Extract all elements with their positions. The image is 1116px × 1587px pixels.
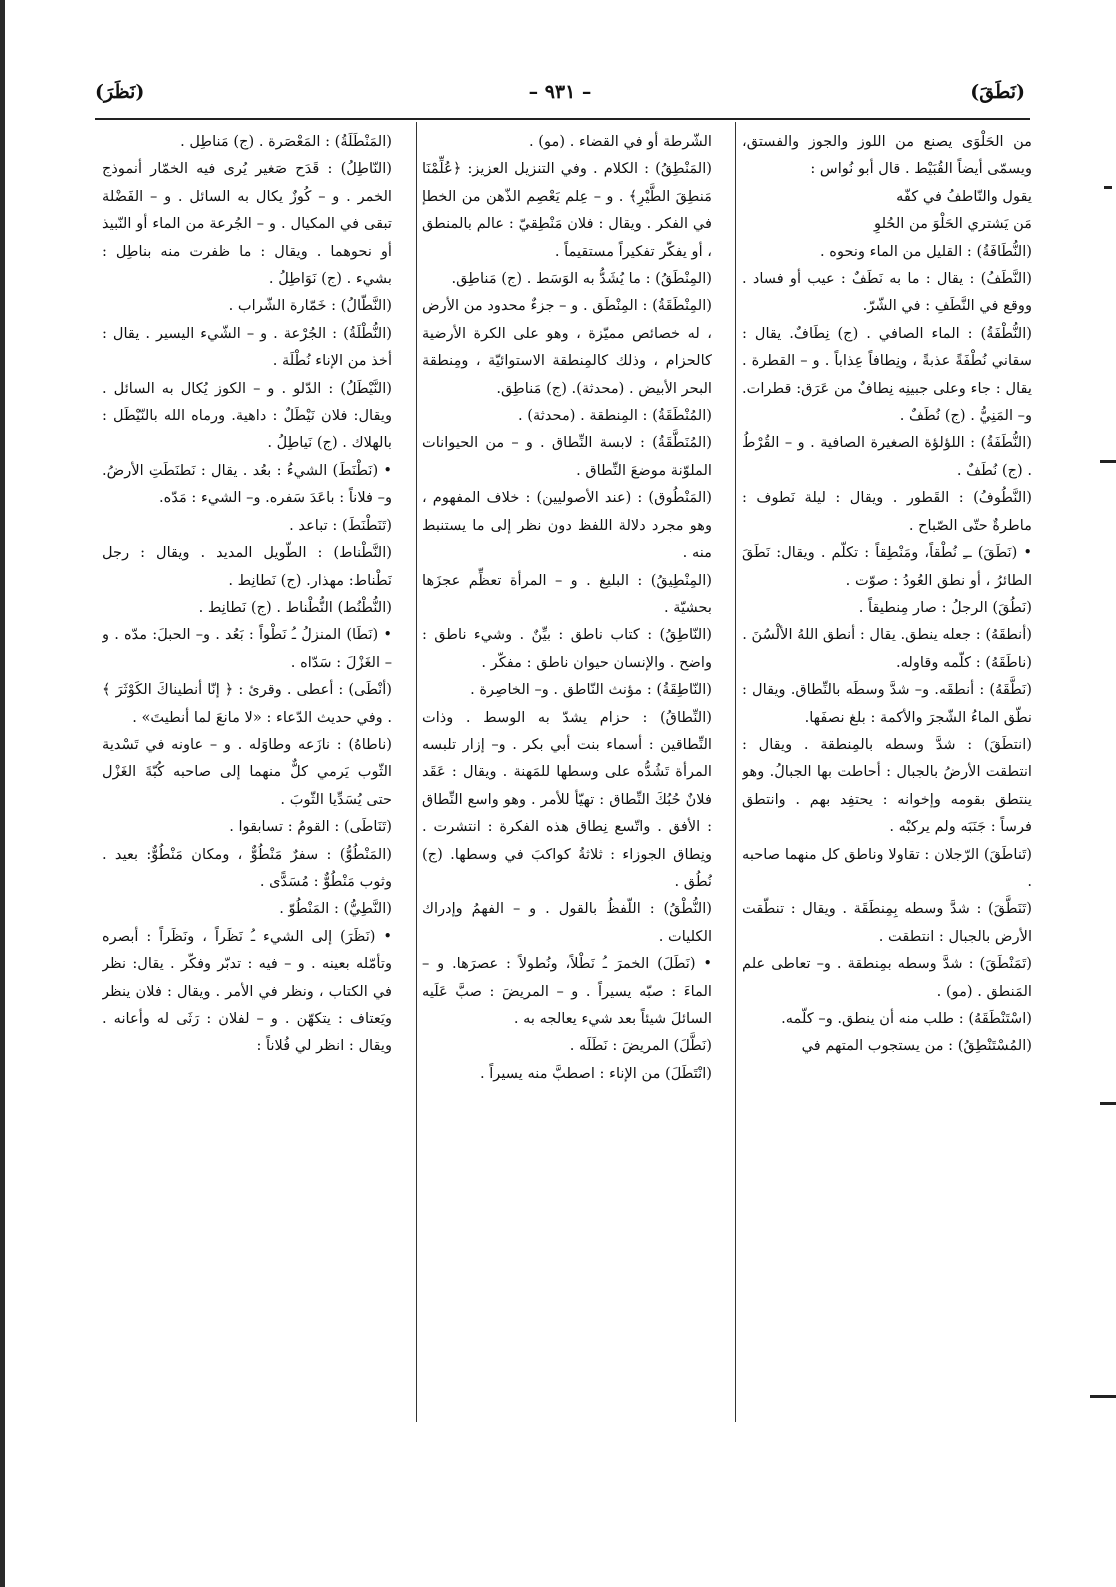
- dictionary-entry: (ناطاهُ) : نازَعه وطاوَله . و – عاونه في تَسْدية الثّوب يَرمي كلٌّ منهما إلى صاحبه كُبّةَ الغَزْل حتى يُسَدِّيا الثّوبَ .: [102, 735, 392, 808]
- dictionary-entry: (النّاطِقَةُ) : مؤنث النّاطق . و– الخاصِرة .: [470, 681, 712, 699]
- dictionary-entry: (المَنْطُوُّ) : سفرٌ مَنْطُوٌّ ، ومكان مَنْطُوٌّ: بعيد . وثوب مَنْطُوٌّ : مُسَدًّى .: [102, 845, 392, 890]
- dictionary-entry: (نَطَّلَ) المريضَ : نَطَلَه .: [569, 1037, 712, 1055]
- dictionary-entry: (النَّيْطَلُ) : الدّلو . و – الكوز يُكال به السائل . ويقال: فلان نَيْطَلٌ : داهية. ورماه الله بالنّيْطَل : بالهلاك . (ج) نَياطِلُ .: [102, 379, 392, 452]
- dictionary-entry: (النّاطِقُ) : كتاب ناطق : بيِّنٌ . وشيء ناطق : واضح . والإنسان حيوان ناطق : مفكّر .: [422, 626, 712, 671]
- dictionary-entry: (ناطَقَهُ) : كلّمه وقاوله.: [895, 653, 1032, 671]
- dictionary-entry: (النُّطَافَةُ) : القليل من الماء ونحوه .: [820, 242, 1032, 260]
- dictionary-entry: (تَمَنْطَقَ) : شدَّ وسطه بمِنطقة . و– تعاطى علم المَنطق . (مو) .: [742, 955, 1032, 1000]
- header-right-word: (نَطَقَ): [970, 81, 1025, 103]
- margin-mark: [1104, 186, 1112, 189]
- dictionary-entry: • (نَطَلَ) الخمرَ ـُ نَطْلاً، ونُطولاً : عصرَها. و – الماءَ : صبّه يسيراً . و – المريضَ : صبَّ عَلَيه السائلَ شيئاً بعد شيء يعالجه به .: [422, 955, 712, 1027]
- dictionary-entry: (النَّطِيُّ) : المَنْطُوّ .: [279, 900, 392, 918]
- dictionary-entry: (المُنْطَقَةُ) : المِنطقة . (محدثة) .: [518, 407, 712, 425]
- dictionary-entry: (انتطَقَ) : شدَّ وسطه بالمِنطقة . ويقال : انتطقت الأرضُ بالجبال : أحاطت بها الجبالُ. وهو ينتطق بقومه وإخوانه : يحتفِد بهم . وانتطق فرساً : جَنَبَه ولم يركبْه .: [742, 735, 1032, 836]
- margin-mark: [1100, 460, 1116, 463]
- dictionary-entry: (أنْطَى) : أعطى . وقرئ : ﴿ إنّا أنطيناكَ الكَوْثَرَ ﴾ . وفي حديث الدّعاء : «لا مانعَ لما أنطيتَ» .: [102, 681, 392, 726]
- dictionary-entry: (النَّطُوفُ) : القَطور . ويقال : ليلة نَطوف : ماطرةٌ حتّى الصّباح .: [742, 489, 1032, 534]
- dictionary-entry: الشّرطة أو في القضاء . (مو) .: [529, 133, 712, 150]
- dictionary-entry: (النّاطِلُ) : قَدَح صَغير يُرى فيه الخمّار أنموذج الخمر . و – كُوزٌ يكال به السائل . و – الفَضْلة تبقى في المكيال . و – الجُرعة من الماء أو النّبيذ أو نحوهما . ويقال : ما ظفرت منه بناطِل : بشيء . (ج) نَوَاطِلُ .: [102, 160, 392, 288]
- dictionary-entry: (النَّطْناط) : الطّويل المديد . ويقال : رجل نَطْناط: مهذار. (ج) نَطانِط .: [102, 544, 392, 589]
- column-left: [102, 128, 392, 1418]
- dictionary-entry: (تَناطَقَ) الرّجلان : تقاولا وناطق كل منهما صاحبه .: [742, 845, 1032, 890]
- header-left-word: (نَظَرَ): [95, 81, 145, 103]
- dictionary-entry: مَن يَشتري الحَلْوَ من الحُلوِ: [874, 215, 1032, 233]
- column-divider: [416, 122, 417, 1422]
- dictionary-entry: (انْتَطَلَ) من الإناء : اصطبَّ منه يسيراً .: [479, 1064, 712, 1082]
- dictionary-entry: (أنطقَهُ) : جعله ينطق. يقال : أنطق اللهُ الألْسُنَ .: [742, 626, 1032, 644]
- column-right: [742, 128, 1032, 1418]
- dictionary-entry: (النُّطْفَةُ) : الماء الصافي . (ج) نِطَافٌ. يقال : سقاني نُطْفَةً عذبةً ، ونِطافاً عِذاباً . و – القطرة . يقال : جاء وعلى جبينِه نِطافٌ من عَرَق: قطرات. و– المَنِيُّ . (ج) نُطَفٌ .: [742, 324, 1032, 425]
- dictionary-entry: (تَنَطْنَطَ) : تباعد .: [289, 516, 392, 534]
- margin-mark: [1100, 1102, 1116, 1105]
- dictionary-entry: من الحَلْوَى يصنع من اللوز والجوز والفستق، ويسمّى أيضاً القُبَيْط . قال أبو نُواس :: [742, 133, 1032, 178]
- dictionary-entry: (تَنَطَّقَ) : شدَّ وسطه بِمِنطَقَة . ويقال : تنطّقت الأرض بالجبال : انتطقت .: [742, 900, 1032, 945]
- dictionary-entry: (المِنْطَقَةُ) : المِنْطَق . و – جزءٌ محدود من الأرض ، له خصائص مميّزة ، وهو على الكرة الأرضية كالحزام ، وذلك كالمِنطقة الاستوائيّة ، ومِنطقة البحر الأبيض . (محدثة). (ج) مَناطِق.: [422, 297, 712, 397]
- dictionary-entry: (نَطُقَ) الرجلُ : صار مِنطيقاً .: [858, 598, 1032, 616]
- scan-edge: [0, 0, 5, 1587]
- header-rule: [95, 118, 1030, 120]
- dictionary-entry: (المُنَطَّقَةُ) : لابسة النِّطاق . و – من الحيوانات الملوّنة موضعَ النِّطاق .: [422, 434, 712, 479]
- dictionary-entry: (النَّطّالُ) : خَمّارة الشّراب .: [228, 297, 392, 315]
- dictionary-entry: (النُّطْقُ) : اللّفظُ بالقول . و – الفهمُ وإدراك الكليات .: [422, 900, 712, 945]
- dictionary-entry: (النُّطْلَةُ) : الجُرْعة . و – الشّيء اليسير . يقال : أخذ من الإناء نُطْلَة .: [102, 324, 392, 370]
- dictionary-entry: • (نَطَا) المنزلُ ـُ نَطْواً : بَعُد . و– الحبلَ: مدّه . و – الغَزْلَ : سَدّاه .: [102, 626, 392, 671]
- dictionary-entry: (النَّطَفُ) : يقال : ما به نَطَفٌ : عيب أو فساد . ووقع في النَّطَفِ : في الشّرّ.: [742, 270, 1032, 315]
- dictionary-entry: (المَنْطَلَةُ) : المَعْصَرة . (ج) مَناطِل .: [180, 133, 392, 150]
- dictionary-entry: (المِنْطَقُ) : ما يُشَدُّ به الوَسَط . (ج) مَناطِق.: [451, 270, 712, 288]
- page-header: [95, 78, 1025, 114]
- dictionary-entry: (المَنْطُوق) : (عند الأصوليين) : خلاف المفهوم ، وهو مجرد دلالة اللفظ دون نظر إلى ما يستنبط منه .: [422, 489, 712, 562]
- dictionary-entry: (النُّطَفَةُ) : اللؤلؤة الصغيرة الصافية . و – القُرْطُ . (ج) نُطَفٌ .: [742, 434, 1032, 479]
- dictionary-entry: (نَطَّقَهُ) : أنطقَه. و– شدَّ وسطَه بالنِّطاق. ويقال : نطّق الماءُ الشّجرَ والأكمة : بلغ نصفَها.: [742, 681, 1032, 726]
- dictionary-entry: (المُسْتَنْطِقُ) : من يستجوب المتهم في: [801, 1037, 1032, 1055]
- dictionary-entry: (المَنْطِقُ) : الكلام . وفي التنزيل العزيز: ﴿عُلِّمْنَا مَنطِقَ الطَّيْرِ﴾ . و – عِلم يَعْصِم الذّهن من الخطإ في الفكر . ويقال : فلان مَنْطِقيّ : عالم بالمنطق ، أو يفكّر تفكيراً مستقيماً .: [422, 160, 712, 260]
- dictionary-entry: يقول والنّاطفُ في كفّه: [896, 187, 1032, 205]
- dictionary-entry: • (نَطْنَطَ) الشيءُ : بعُد . يقال : نَطنَطَتِ الأرضُ. و– فلاناً : باعَدَ سَفره. و– الشيء : مَدّه.: [102, 461, 392, 507]
- column-divider: [735, 122, 736, 1422]
- page-number: – ٩٣١ –: [528, 81, 592, 103]
- dictionary-entry: (النِّطاقُ) : حزام يشدّ به الوسط . وذات النِّطاقين : أسماء بنت أبي بكر . و– إزار تلبسه المرأة تَشُدُّه على وسطها للمَهنة . ويقال : عَقَد فلانٌ حُبُكَ النِّطاق : تهيّأ للأمر . وهو واسع النِّطاق : الأفق . واتّسع نِطاق هذه الفكرة : انتشرت . ونِطاق الجوزاء : ثلاثةُ كواكبَ في وسطها. (ج) نُطُق .: [422, 708, 712, 890]
- margin-mark: [1090, 1395, 1116, 1398]
- dictionary-entry: • (نَطَقَ) ــِ نُطْقاً، ومَنْطِقاً : تكلّم . ويقال: نَطَقَ الطائرُ ، أو نطق العُودُ : صوّت .: [742, 544, 1032, 589]
- dictionary-entry: (تَنَاطَى) : القومُ : تسابقوا .: [229, 818, 392, 836]
- column-middle: [422, 128, 712, 1418]
- dictionary-entry: (المِنْطِيقُ) : البليغ . و – المرأة تعظِّم عجزَها بحشيّة .: [422, 571, 712, 616]
- dictionary-entry: • (نَظَرَ) إلى الشيء ـُ نَظَراً ، ونَظَراً : أبصره وتأمّله بعينه . و – فيه : تدبّر وفكّر . يقال: نظر في الكتاب ، ونظر في الأمر . ويقال : فلان ينظر ويَعتاف : يتكهّن . و – لفلان : رَثَى له وأعانه . ويقال : انظر لي فُلاناً :: [102, 927, 392, 1055]
- dictionary-entry: (النُّطْنُط) النُّطْناط . (ج) نَطانِط .: [198, 598, 392, 616]
- dictionary-entry: (اسْتَنْطَقَهُ) : طلب منه أن ينطق. و– كلّمه.: [781, 1010, 1032, 1027]
